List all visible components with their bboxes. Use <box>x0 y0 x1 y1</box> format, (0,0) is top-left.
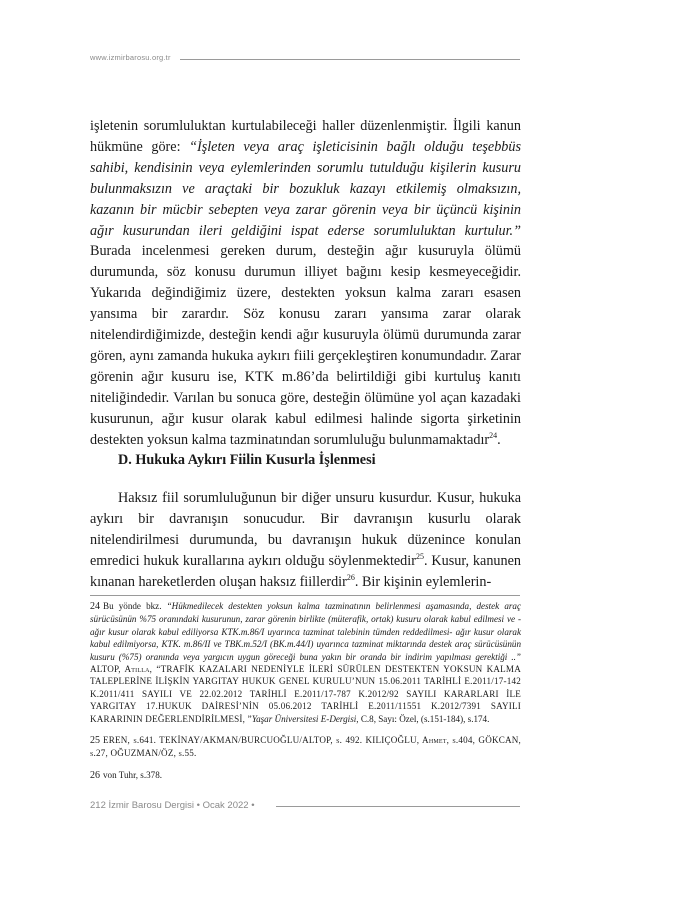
p2-text-c: . Bir kişinin eylemlerin- <box>354 573 492 590</box>
footnote-26-number: 26 <box>90 769 100 781</box>
footnote-24-citation: ALTOP, Atilla, “TRAFİK KAZALARI NEDENİYLE İLERİ SÜRÜLEN DESTEKTEN YOKSUN KALMA TALEPLERİNE İLİŞKİN YARGITAY HUKUK GENEL KURULU’NUN 15.06.2011 TARİHLİ E.2011/17-142 K.2011/411 SAYILI VE 22.02.2012 TARİHLİ E.2011/17-787 K.2012/92 SAYILI KARARLARI İLE YARGITAY 17.HUKUK DAİRESİ’NİN 05.06.2012 TARİHLİ E.2011/11551 K.2012/7391 SAYILI KARARININ DEĞERLENDİRİLMESİ, ” <box>90 664 521 724</box>
footnote-26-text: von Tuhr, s.378. <box>103 769 163 780</box>
footnote-25-number: 25 <box>90 735 100 747</box>
page-footer <box>90 800 520 814</box>
footnote-26 <box>90 769 521 782</box>
footnote-24 <box>90 600 521 725</box>
footnote-divider <box>90 595 520 596</box>
section-heading: D. Hukuka Aykırı Fiilin Kusurla İşlenmesi <box>118 452 376 468</box>
footnote-ref-24[interactable]: 24 <box>489 430 498 440</box>
footnote-24-number: 24 <box>90 601 100 612</box>
footnote-25-text: EREN, s.641. TEKİNAY/AKMAN/BURCUOĞLU/ALTOP, s. 492. KILIÇOĞLU, Ahmet, s.404, GÖKCAN, s.27, OĞUZMAN/ÖZ, s.55. <box>90 735 521 759</box>
paragraph-2 <box>90 488 521 593</box>
header-rule <box>180 59 520 60</box>
p2-text-a: Haksız fiil sorumluluğunun bir diğer unsuru kusurdur. Kusur, hukuka aykırı bir davranışın sonucudur. Bir davranışın kusurlu olarak nitelendirilmesi durumunda, bu davranışın hukuk düzenince konulan emredici hukuk kurallarına aykırı olduğu söylenmektedir <box>90 490 521 569</box>
header-url: www.izmirbarosu.org.tr <box>90 53 171 62</box>
footnote-24-intro: Bu yönde bkz. <box>103 601 167 611</box>
footnote-24-journal: Yaşar Üniversitesi E-Dergisi <box>251 713 357 724</box>
footer-text: 212 İzmir Barosu Dergisi • Ocak 2022 • <box>90 800 255 811</box>
paragraph-1 <box>90 116 521 451</box>
footnote-24-quote: “Hükmedilecek destekten yoksun kalma tazminatının belirlenmesi aşamasında, destek araç sürücüsünün %75 oranındaki kusurunun, zarar görenin birlikte (müterafik, ortak) kusuru olarak kabul edilmesi ve -ağır kusur olarak kabul ediliyorsa KTK.m.86/I uyarınca tazminat talebinin tümden reddedilmesi- ağır kusur olarak kabul edilmiyorsa, KTK. m.86/II ve TBK.m.52/I (BK.m.44/I) uyarınca tazminat miktarında destek araç sürücüsünün kusuru (%75) oranında veya yargıcın uygun göreceği buna yakın bir oranda bir indirim yapılması gerektiği ..” <box>90 601 521 662</box>
paragraph-1-block <box>90 116 521 451</box>
p1-end: . <box>497 431 501 448</box>
footnotes <box>90 600 521 791</box>
footer-rule <box>276 806 520 807</box>
footnote-ref-25[interactable]: 25 <box>415 551 424 561</box>
p1-text-b: Burada incelenmesi gereken durum, desteğin ağır kusuruyla ölümü durumunda, söz konusu durumun illiyet bağını kesip kesmeyeceğidir. Yukarıda değindiğimiz üzere, destekten yoksun kalma zararı esasen yansıma bir zarardır. Söz konusu zararı yansıma zarar olarak nitelendirdiğimizde, desteğin kendi ağır kusuruyla ölümü durumunda zarar gören, aynı zamanda hukuka aykırı fiili gerçekleştiren konumundadır. Zarar görenin ağır kusuru ise, KTK m.86’da belirtildiği gibi kurtuluş kanıtı niteliğindedir. Varılan bu sonuca göre, desteğin ölümüne yol açan kazadaki kusurunun, ağır kusur olarak kabul edilmesi halinde sigorta şirketinin destekten yoksun kalma tazminatından sorumluluğu bulunmamaktadır <box>90 243 521 448</box>
footnote-24-pages: , C.8, Sayı: Özel, (s.151-184), s.174. <box>356 713 490 724</box>
page-header <box>90 53 520 67</box>
footnote-25 <box>90 734 521 760</box>
p2-text-b: . Kusur, kanunen kınanan hareketlerden oluşan haksız fiillerdir <box>90 552 521 590</box>
footnote-ref-26[interactable]: 26 <box>346 572 355 582</box>
p1-quote: “İşleten veya araç işleticisinin bağlı olduğu teşebbüs sahibi, kendisinin veya eylemlerinden sorumlu tutulduğu kişilerin kusuru bulunmaksızın ve araçtaki bir bozukluk kazayı etkilemiş olmaksızın, kazanın bir mücbir sebepten veya zarar görenin veya bir üçüncü kişinin ağır kusurundan ileri geldiğini ispat ederse sorumluluktan kurtulur.” <box>90 138 521 239</box>
paragraph-2-block <box>90 488 521 593</box>
p1-text-a: işletenin sorumluluktan kurtulabileceği haller düzenlenmiştir. İlgili kanun hükmüne göre: <box>90 118 521 155</box>
